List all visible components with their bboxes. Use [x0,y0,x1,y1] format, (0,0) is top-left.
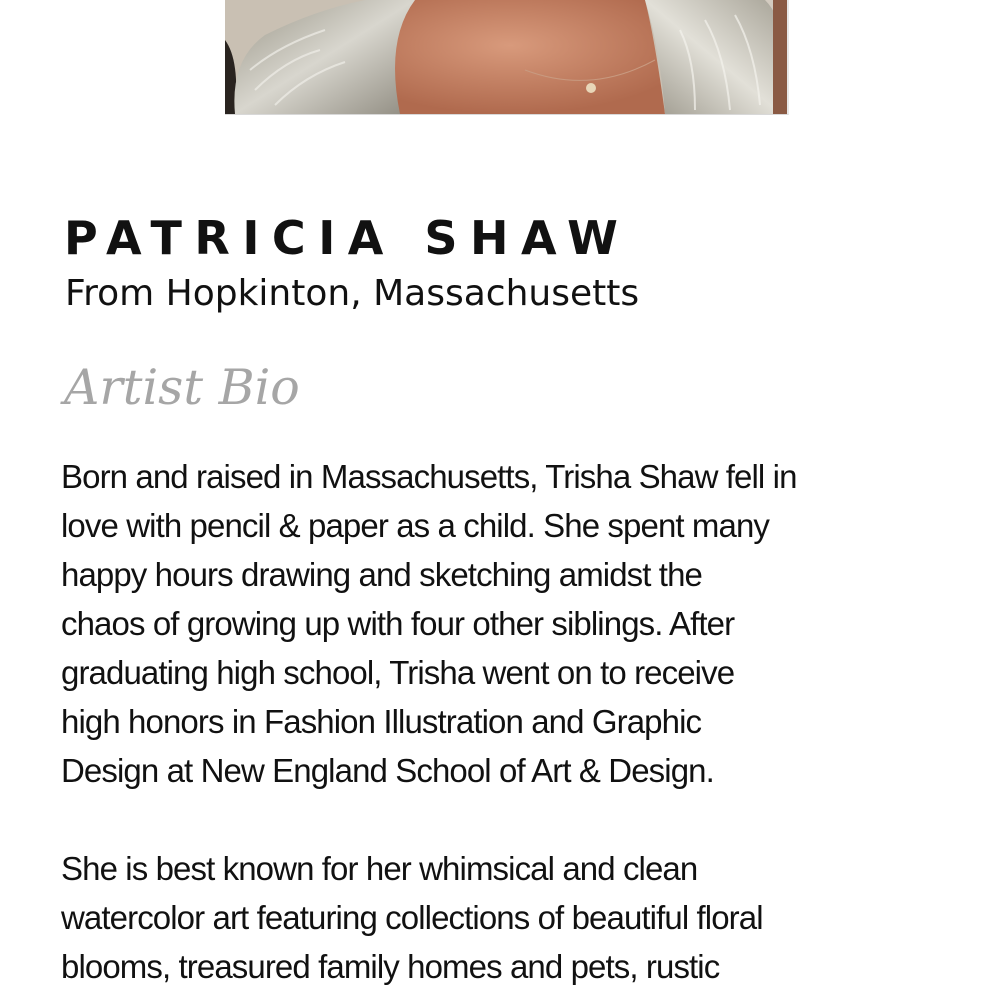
bio-line: She is best known for her whimsical and clean [61,850,698,887]
artist-portrait-photo [225,0,789,115]
portrait-image [225,0,787,114]
bio-line: high honors in Fashion Illustration and Graphic [61,703,702,740]
bio-text [61,452,981,987]
bio-line: watercolor art featuring collections of beautiful floral [61,899,763,936]
bio-line: happy hours drawing and sketching amidst the [61,556,702,593]
artist-origin: From Hopkinton, Massachusetts [65,273,640,314]
bio-line: blooms, treasured family homes and pets, rustic [61,948,720,985]
paragraph-gap [61,795,981,844]
artist-name: PATRICIA SHAW [64,211,631,265]
bio-line: love with pencil & paper as a child. She spent many [61,507,770,544]
bio-line: chaos of growing up with four other siblings. After [61,605,735,642]
bio-line: Born and raised in Massachusetts, Trisha Shaw fell in [61,458,797,495]
bio-line: Design at New England School of Art & Design. [61,752,714,789]
bio-line: graduating high school, Trisha went on to receive [61,654,735,691]
artist-bio-heading: Artist Bio [64,359,300,416]
